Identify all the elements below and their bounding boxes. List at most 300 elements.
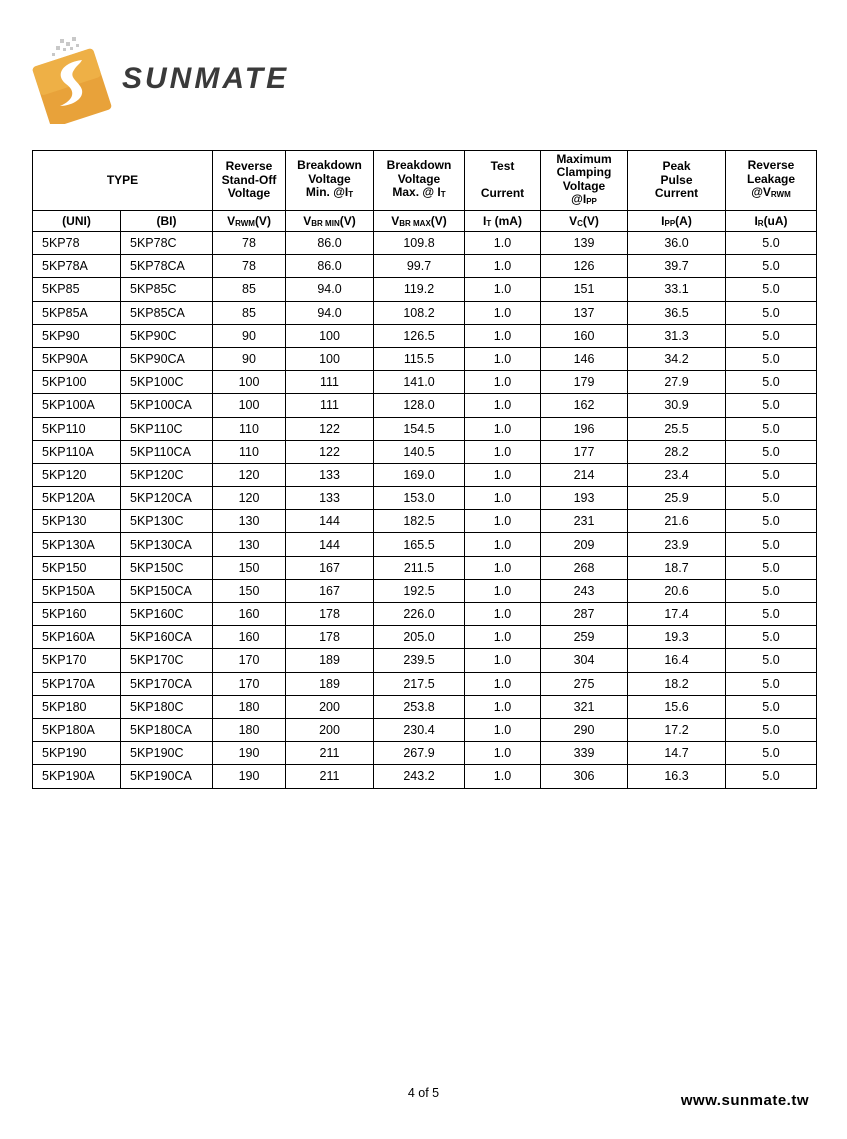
vbr-min-value: 122 xyxy=(286,417,374,440)
it-value: 1.0 xyxy=(465,371,541,394)
unit-symbol: I xyxy=(483,214,487,228)
uni-part: 5KP110 xyxy=(33,417,121,440)
uni-part: 5KP90 xyxy=(33,324,121,347)
vrwm-value: 78 xyxy=(213,232,286,255)
vrwm-value: 170 xyxy=(213,649,286,672)
bi-part: 5KP180C xyxy=(121,695,213,718)
header-line: Voltage xyxy=(308,171,351,186)
table-row xyxy=(33,626,817,649)
table-row xyxy=(33,579,817,602)
vc-value: 339 xyxy=(541,742,628,765)
uni-part: 5KP190A xyxy=(33,765,121,788)
bi-part: 5KP90CA xyxy=(121,347,213,370)
uni-part: 5KP120 xyxy=(33,463,121,486)
it-value: 1.0 xyxy=(465,347,541,370)
bi-part: 5KP190CA xyxy=(121,765,213,788)
vbr-min-value: 94.0 xyxy=(286,301,374,324)
table-row xyxy=(33,695,817,718)
vbr-max-value: 126.5 xyxy=(374,324,465,347)
breakdown-max-header xyxy=(374,151,465,211)
vc-value: 275 xyxy=(541,672,628,695)
ir-value: 5.0 xyxy=(726,765,817,788)
reverse-leakage-header xyxy=(726,151,817,211)
it-value: 1.0 xyxy=(465,324,541,347)
unit-tail: (V) xyxy=(254,214,271,228)
header-line: Reverse xyxy=(225,159,273,174)
it-value: 1.0 xyxy=(465,255,541,278)
unit-symbol: V xyxy=(569,214,578,228)
vc-value: 137 xyxy=(541,301,628,324)
uni-part: 5KP170A xyxy=(33,672,121,695)
vbr-max-value: 141.0 xyxy=(374,371,465,394)
uni-part: 5KP110A xyxy=(33,440,121,463)
header-line: Maximum xyxy=(556,151,612,166)
vc-value: 193 xyxy=(541,487,628,510)
vbr-max-value: 267.9 xyxy=(374,742,465,765)
uni-part: 5KP120A xyxy=(33,487,121,510)
reverse-standoff-header xyxy=(213,151,286,211)
bi-part: 5KP100CA xyxy=(121,394,213,417)
unit-subscript: BR MAX xyxy=(399,219,431,228)
bi-part: 5KP150CA xyxy=(121,579,213,602)
vbr-max-value: 243.2 xyxy=(374,765,465,788)
bi-part: 5KP160C xyxy=(121,603,213,626)
it-value: 1.0 xyxy=(465,510,541,533)
unit-subscript: R xyxy=(757,219,764,228)
uni-unit: (UNI) xyxy=(33,211,121,232)
unit-tail: (uA) xyxy=(763,214,788,228)
uni-part: 5KP100 xyxy=(33,371,121,394)
vc-value: 321 xyxy=(541,695,628,718)
vbr-max-value: 140.5 xyxy=(374,440,465,463)
header-line: @V xyxy=(751,185,771,200)
uni-part: 5KP85A xyxy=(33,301,121,324)
ipp-value: 34.2 xyxy=(628,347,726,370)
uni-part: 5KP160 xyxy=(33,603,121,626)
ipp-value: 14.7 xyxy=(628,742,726,765)
table-row xyxy=(33,394,817,417)
unit-subscript: PP xyxy=(664,219,676,228)
bi-part: 5KP190C xyxy=(121,742,213,765)
vc-value: 306 xyxy=(541,765,628,788)
ir-value: 5.0 xyxy=(726,718,817,741)
header-line: Voltage xyxy=(562,178,606,193)
uni-part: 5KP190 xyxy=(33,742,121,765)
vrwm-value: 90 xyxy=(213,324,286,347)
table-row xyxy=(33,440,817,463)
vrwm-value: 85 xyxy=(213,301,286,324)
max-clamping-header xyxy=(541,151,628,211)
ir-value: 5.0 xyxy=(726,510,817,533)
unit-symbol: V xyxy=(391,214,400,228)
ir-value: 5.0 xyxy=(726,626,817,649)
ir-value: 5.0 xyxy=(726,603,817,626)
ipp-value: 28.2 xyxy=(628,440,726,463)
vrwm-value: 150 xyxy=(213,556,286,579)
header-line: Voltage xyxy=(397,171,441,186)
it-value: 1.0 xyxy=(465,556,541,579)
ir-value: 5.0 xyxy=(726,440,817,463)
bi-part: 5KP78C xyxy=(121,232,213,255)
vbrmin-unit xyxy=(286,211,374,232)
vbr-max-value: 230.4 xyxy=(374,718,465,741)
ipp-unit xyxy=(628,211,726,232)
spec-table-body xyxy=(33,232,817,789)
vrwm-value: 190 xyxy=(213,765,286,788)
unit-subscript: C xyxy=(577,219,583,228)
ir-unit xyxy=(726,211,817,232)
vrwm-value: 110 xyxy=(213,417,286,440)
vbr-max-value: 192.5 xyxy=(374,579,465,602)
vc-value: 179 xyxy=(541,371,628,394)
it-value: 1.0 xyxy=(465,649,541,672)
table-row xyxy=(33,510,817,533)
ipp-value: 20.6 xyxy=(628,579,726,602)
it-unit xyxy=(465,211,541,232)
ipp-value: 18.7 xyxy=(628,556,726,579)
ipp-value: 16.4 xyxy=(628,649,726,672)
bi-part: 5KP160CA xyxy=(121,626,213,649)
it-value: 1.0 xyxy=(465,278,541,301)
vbr-min-value: 178 xyxy=(286,603,374,626)
header-line: Min. @I xyxy=(305,185,349,200)
ir-value: 5.0 xyxy=(726,556,817,579)
vbr-min-value: 211 xyxy=(286,742,374,765)
uni-part: 5KP100A xyxy=(33,394,121,417)
unit-subscript: BR MIN xyxy=(311,219,340,228)
bi-part: 5KP120CA xyxy=(121,487,213,510)
vbr-max-value: 217.5 xyxy=(374,672,465,695)
bi-part: 5KP100C xyxy=(121,371,213,394)
vbr-min-value: 86.0 xyxy=(286,232,374,255)
vrwm-value: 170 xyxy=(213,672,286,695)
vc-value: 177 xyxy=(541,440,628,463)
vbr-max-value: 99.7 xyxy=(374,255,465,278)
vc-value: 209 xyxy=(541,533,628,556)
spec-table xyxy=(32,150,817,789)
header-line: Breakdown xyxy=(297,158,362,173)
vbr-min-value: 100 xyxy=(286,347,374,370)
header-line: Max. @ I xyxy=(392,185,441,200)
bi-part: 5KP130C xyxy=(121,510,213,533)
vbr-min-value: 189 xyxy=(286,672,374,695)
table-row xyxy=(33,718,817,741)
unit-symbol: V xyxy=(303,214,312,228)
table-row xyxy=(33,649,817,672)
vbr-max-value: 205.0 xyxy=(374,626,465,649)
header-line: Current xyxy=(654,186,699,201)
vc-value: 160 xyxy=(541,324,628,347)
vbr-max-value: 165.5 xyxy=(374,533,465,556)
page-number: 4 of 5 xyxy=(407,1086,440,1100)
table-row xyxy=(33,742,817,765)
bi-part: 5KP90C xyxy=(121,324,213,347)
table-row xyxy=(33,324,817,347)
vbr-min-value: 144 xyxy=(286,510,374,533)
ir-value: 5.0 xyxy=(726,695,817,718)
header-subscript: RWM xyxy=(770,190,791,200)
vc-value: 126 xyxy=(541,255,628,278)
vbr-min-value: 144 xyxy=(286,533,374,556)
vrwm-value: 160 xyxy=(213,603,286,626)
vc-unit xyxy=(541,211,628,232)
uni-part: 5KP130 xyxy=(33,510,121,533)
vrwm-value: 160 xyxy=(213,626,286,649)
vrwm-value: 85 xyxy=(213,278,286,301)
ir-value: 5.0 xyxy=(726,417,817,440)
table-row xyxy=(33,533,817,556)
vbr-max-value: 108.2 xyxy=(374,301,465,324)
header-line: Leakage xyxy=(746,171,796,186)
table-row xyxy=(33,765,817,788)
bi-part: 5KP110CA xyxy=(121,440,213,463)
ir-value: 5.0 xyxy=(726,649,817,672)
vc-value: 151 xyxy=(541,278,628,301)
header-line: Test xyxy=(490,159,515,174)
vbr-min-value: 211 xyxy=(286,765,374,788)
vc-value: 214 xyxy=(541,463,628,486)
vbr-min-value: 167 xyxy=(286,556,374,579)
it-value: 1.0 xyxy=(465,603,541,626)
ipp-value: 21.6 xyxy=(628,510,726,533)
vrwm-value: 110 xyxy=(213,440,286,463)
vrwm-value: 100 xyxy=(213,371,286,394)
bi-part: 5KP110C xyxy=(121,417,213,440)
vrwm-value: 100 xyxy=(213,394,286,417)
ipp-value: 16.3 xyxy=(628,765,726,788)
bi-part: 5KP130CA xyxy=(121,533,213,556)
logo-wordmark: SUNMATE xyxy=(122,62,290,95)
it-value: 1.0 xyxy=(465,417,541,440)
header-subscript: PP xyxy=(586,197,597,206)
uni-part: 5KP150 xyxy=(33,556,121,579)
vbr-min-value: 100 xyxy=(286,324,374,347)
ipp-value: 27.9 xyxy=(628,371,726,394)
breakdown-min-header xyxy=(286,151,374,211)
uni-part: 5KP180 xyxy=(33,695,121,718)
table-row xyxy=(33,371,817,394)
vc-value: 290 xyxy=(541,718,628,741)
ir-value: 5.0 xyxy=(726,301,817,324)
it-value: 1.0 xyxy=(465,579,541,602)
vbr-min-value: 133 xyxy=(286,463,374,486)
ipp-value: 31.3 xyxy=(628,324,726,347)
bi-part: 5KP85CA xyxy=(121,301,213,324)
vbrmax-unit xyxy=(374,211,465,232)
vbr-max-value: 182.5 xyxy=(374,510,465,533)
ipp-value: 23.4 xyxy=(628,463,726,486)
vbr-min-value: 200 xyxy=(286,695,374,718)
header-line: Voltage xyxy=(227,186,271,201)
ipp-value: 36.5 xyxy=(628,301,726,324)
header-row xyxy=(33,151,817,211)
vrwm-value: 130 xyxy=(213,510,286,533)
vrwm-value: 78 xyxy=(213,255,286,278)
it-value: 1.0 xyxy=(465,765,541,788)
table-row xyxy=(33,556,817,579)
header-line: Stand-Off xyxy=(221,172,277,187)
vc-value: 243 xyxy=(541,579,628,602)
vbr-max-value: 169.0 xyxy=(374,463,465,486)
ir-value: 5.0 xyxy=(726,579,817,602)
header-line: Breakdown xyxy=(386,158,452,173)
vc-value: 139 xyxy=(541,232,628,255)
table-row xyxy=(33,347,817,370)
test-current-header xyxy=(465,151,541,211)
vbr-max-value: 211.5 xyxy=(374,556,465,579)
vc-value: 146 xyxy=(541,347,628,370)
ir-value: 5.0 xyxy=(726,255,817,278)
unit-subscript: T xyxy=(486,219,492,228)
ipp-value: 36.0 xyxy=(628,232,726,255)
table-row xyxy=(33,603,817,626)
unit-symbol: I xyxy=(754,214,758,228)
it-value: 1.0 xyxy=(465,394,541,417)
table-row xyxy=(33,672,817,695)
ir-value: 5.0 xyxy=(726,463,817,486)
it-value: 1.0 xyxy=(465,695,541,718)
it-value: 1.0 xyxy=(465,463,541,486)
unit-tail: (V) xyxy=(582,214,599,228)
bi-part: 5KP170C xyxy=(121,649,213,672)
footer-url[interactable]: www.sunmate.tw xyxy=(680,1092,809,1109)
uni-part: 5KP180A xyxy=(33,718,121,741)
vc-value: 304 xyxy=(541,649,628,672)
vc-value: 259 xyxy=(541,626,628,649)
uni-part: 5KP85 xyxy=(33,278,121,301)
uni-part: 5KP78 xyxy=(33,232,121,255)
ir-value: 5.0 xyxy=(726,672,817,695)
bi-part: 5KP120C xyxy=(121,463,213,486)
vrwm-value: 130 xyxy=(213,533,286,556)
uni-part: 5KP160A xyxy=(33,626,121,649)
header-line: Reverse xyxy=(747,158,795,173)
vbr-min-value: 122 xyxy=(286,440,374,463)
vbr-min-value: 111 xyxy=(286,394,374,417)
ipp-value: 25.5 xyxy=(628,417,726,440)
vc-value: 287 xyxy=(541,603,628,626)
it-value: 1.0 xyxy=(465,718,541,741)
it-value: 1.0 xyxy=(465,626,541,649)
it-value: 1.0 xyxy=(465,487,541,510)
bi-part: 5KP150C xyxy=(121,556,213,579)
header-line: @I xyxy=(571,192,587,206)
ir-value: 5.0 xyxy=(726,324,817,347)
header-subscript: T xyxy=(348,190,354,200)
bi-part: 5KP170CA xyxy=(121,672,213,695)
it-value: 1.0 xyxy=(465,232,541,255)
ipp-value: 17.4 xyxy=(628,603,726,626)
ir-value: 5.0 xyxy=(726,278,817,301)
uni-part: 5KP150A xyxy=(33,579,121,602)
ir-value: 5.0 xyxy=(726,371,817,394)
header-subscript: T xyxy=(440,190,446,200)
table-row xyxy=(33,278,817,301)
vbr-max-value: 119.2 xyxy=(374,278,465,301)
vc-value: 162 xyxy=(541,394,628,417)
unit-symbol: V xyxy=(227,214,236,228)
ir-value: 5.0 xyxy=(726,533,817,556)
unit-tail: (V) xyxy=(339,214,356,228)
unit-tail: (A) xyxy=(675,214,692,228)
vbr-max-value: 153.0 xyxy=(374,487,465,510)
it-value: 1.0 xyxy=(465,440,541,463)
ir-value: 5.0 xyxy=(726,487,817,510)
bi-part: 5KP78CA xyxy=(121,255,213,278)
vrwm-value: 180 xyxy=(213,695,286,718)
header-line: Clamping xyxy=(556,165,612,179)
vrwm-value: 90 xyxy=(213,347,286,370)
table-row xyxy=(33,417,817,440)
table-row xyxy=(33,301,817,324)
ipp-value: 25.9 xyxy=(628,487,726,510)
units-row xyxy=(33,211,817,232)
vbr-min-value: 189 xyxy=(286,649,374,672)
table-row xyxy=(33,255,817,278)
vbr-max-value: 128.0 xyxy=(374,394,465,417)
uni-part: 5KP170 xyxy=(33,649,121,672)
it-value: 1.0 xyxy=(465,672,541,695)
ir-value: 5.0 xyxy=(726,394,817,417)
vbr-max-value: 239.5 xyxy=(374,649,465,672)
ipp-value: 19.3 xyxy=(628,626,726,649)
unit-tail: (V) xyxy=(430,214,447,228)
ir-value: 5.0 xyxy=(726,232,817,255)
vbr-max-value: 109.8 xyxy=(374,232,465,255)
vrwm-value: 120 xyxy=(213,487,286,510)
header-line: Current xyxy=(480,186,525,201)
vrwm-value: 120 xyxy=(213,463,286,486)
vbr-max-value: 115.5 xyxy=(374,347,465,370)
vbr-min-value: 133 xyxy=(286,487,374,510)
vc-value: 231 xyxy=(541,510,628,533)
ir-value: 5.0 xyxy=(726,347,817,370)
ipp-value: 17.2 xyxy=(628,718,726,741)
bi-part: 5KP85C xyxy=(121,278,213,301)
ipp-value: 39.7 xyxy=(628,255,726,278)
it-value: 1.0 xyxy=(465,533,541,556)
it-value: 1.0 xyxy=(465,301,541,324)
vbr-min-value: 178 xyxy=(286,626,374,649)
vc-value: 196 xyxy=(541,417,628,440)
vrwm-unit xyxy=(213,211,286,232)
ipp-value: 30.9 xyxy=(628,394,726,417)
table-row xyxy=(33,487,817,510)
vrwm-value: 150 xyxy=(213,579,286,602)
sunmate-logo xyxy=(30,36,300,124)
vrwm-value: 180 xyxy=(213,718,286,741)
vrwm-value: 190 xyxy=(213,742,286,765)
header-line: Peak xyxy=(662,159,691,174)
uni-part: 5KP130A xyxy=(33,533,121,556)
peak-pulse-header xyxy=(628,151,726,211)
uni-part: 5KP78A xyxy=(33,255,121,278)
table-row xyxy=(33,463,817,486)
unit-tail: (mA) xyxy=(491,214,522,228)
ipp-value: 18.2 xyxy=(628,672,726,695)
type-header: TYPE xyxy=(33,151,213,211)
ipp-value: 23.9 xyxy=(628,533,726,556)
it-value: 1.0 xyxy=(465,742,541,765)
ipp-value: 33.1 xyxy=(628,278,726,301)
vbr-min-value: 94.0 xyxy=(286,278,374,301)
vbr-min-value: 86.0 xyxy=(286,255,374,278)
sunmate-logo-graphic xyxy=(30,36,300,124)
vbr-max-value: 253.8 xyxy=(374,695,465,718)
ipp-value: 15.6 xyxy=(628,695,726,718)
ir-value: 5.0 xyxy=(726,742,817,765)
unit-symbol: I xyxy=(661,214,665,228)
